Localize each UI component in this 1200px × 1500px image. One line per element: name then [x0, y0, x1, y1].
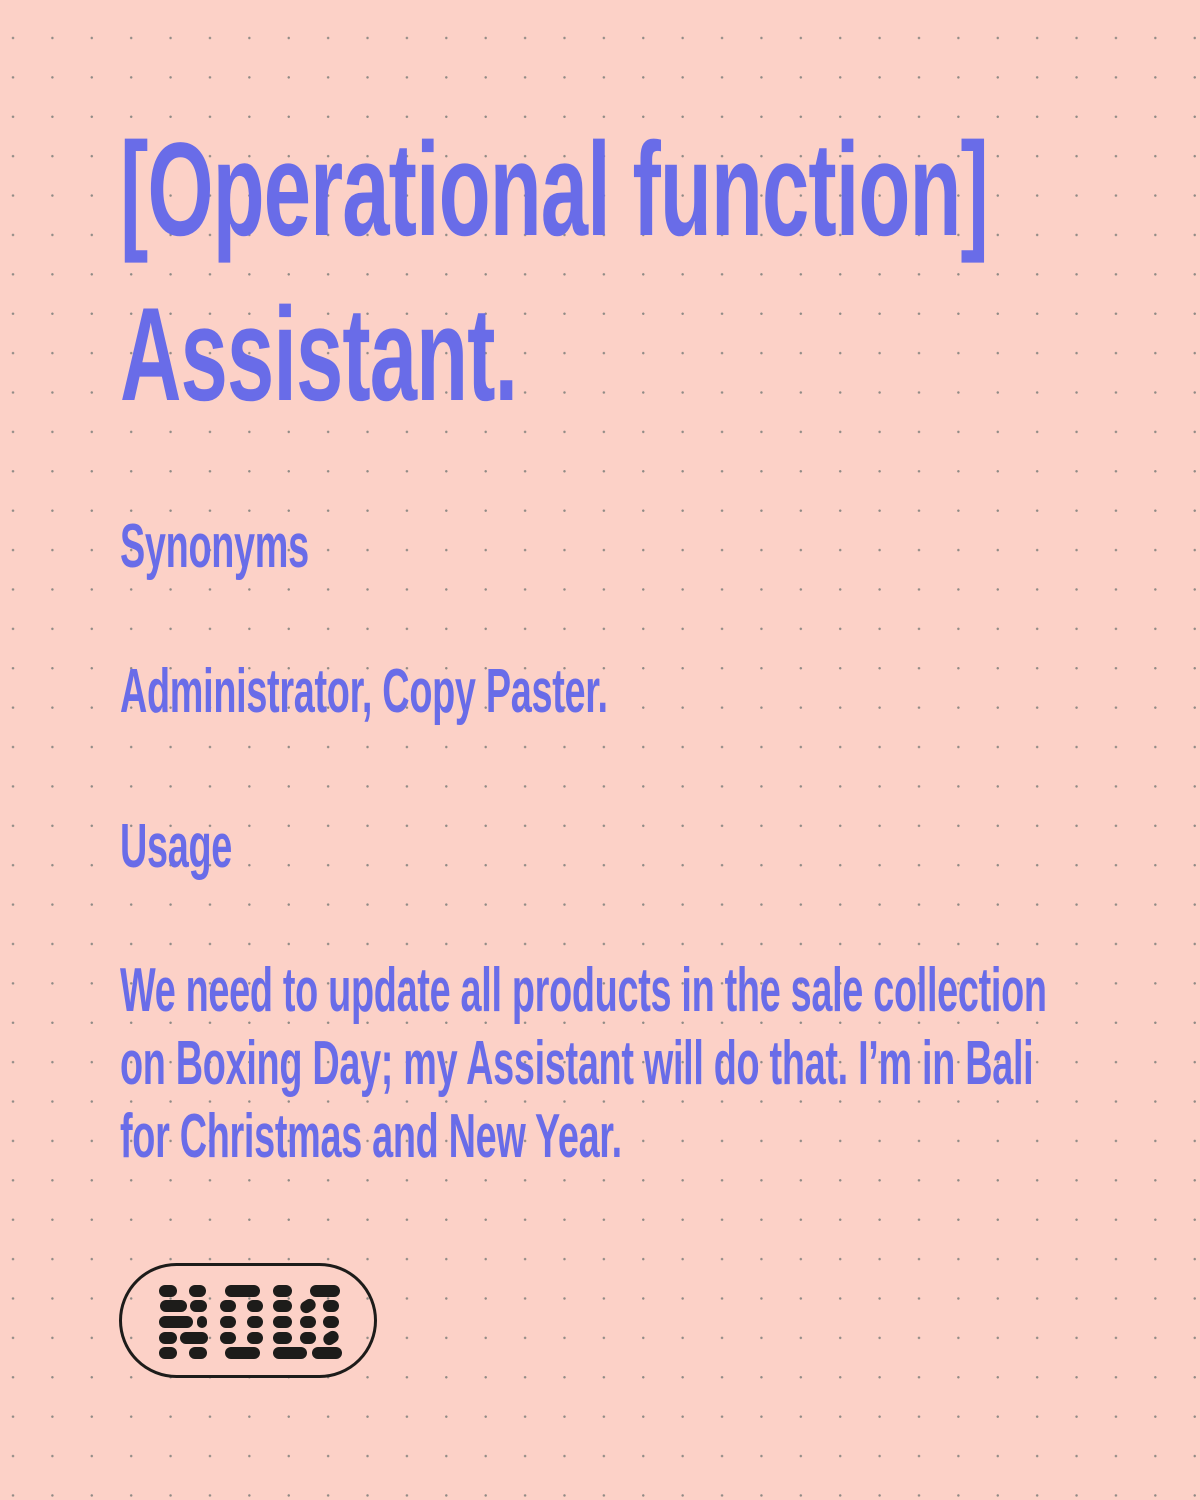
usage-line-2: on Boxing Day; my Assistant will do that. I’m in Bali: [120, 1029, 1034, 1098]
title-line-1: [Operational function]: [120, 116, 988, 264]
card-title: [120, 108, 988, 438]
usage-heading: Usage: [120, 812, 232, 881]
nolo-logo: [119, 1263, 377, 1378]
usage-example: [120, 954, 1047, 1173]
synonyms-heading: Synonyms: [120, 512, 309, 581]
usage-line-3: for Christmas and New Year.: [120, 1102, 622, 1171]
usage-line-1: We need to update all products in the sale collection: [120, 956, 1047, 1025]
title-line-2: Assistant.: [120, 281, 518, 429]
nolo-logo-dot-matrix: [159, 1285, 342, 1359]
synonyms-value: Administrator, Copy Paster.: [120, 657, 608, 726]
